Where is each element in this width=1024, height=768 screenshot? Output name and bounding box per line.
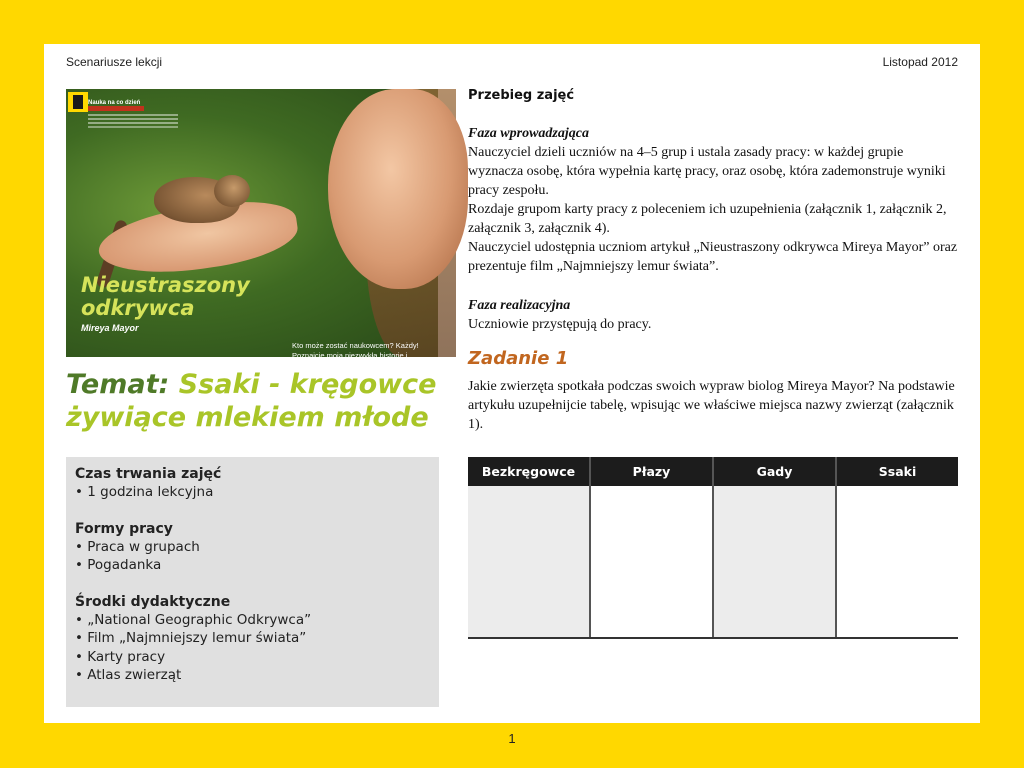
- magazine-author: Mireya Mayor: [81, 323, 139, 333]
- magazine-brand: Nauka na co dzień: [88, 100, 141, 106]
- table-column-invertebrates: [468, 457, 591, 637]
- work-form-item: • Pogadanka: [75, 557, 162, 573]
- page-sheet: [44, 44, 980, 723]
- table-header: Ssaki: [837, 457, 958, 486]
- didactic-means-item: • Karty pracy: [75, 648, 166, 665]
- intro-phase-text: Rozdaje grupom karty pracy z poleceniem ich uzupełnienia (załącznik 1, załącznik 2, załącznik 3, załącznik 4).: [468, 202, 947, 236]
- work-form-item: • Praca w grupach: [75, 538, 200, 555]
- realization-phase-text: Uczniowie przystępują do pracy.: [468, 317, 652, 332]
- task-heading: Zadanie 1: [468, 348, 569, 369]
- realization-phase-heading: Faza realizacyjna: [468, 298, 571, 313]
- topic-text: Ssaki - kręgowce żywiące mlekiem młode: [66, 369, 437, 433]
- table-column-mammals: [837, 457, 958, 637]
- intro-phase-text: Nauczyciel dzieli uczniów na 4–5 grup i ustala zasady pracy: w każdej grupie wyznacza osobę, która wypełnia kartę pracy, oraz osobę, która zademonstruje wyniki pracy zespołu.: [468, 145, 946, 198]
- task-text: Jakie zwierzęta spotkała podczas swoich wypraw biolog Mireya Mayor? Na podstawie artykułu uzupełnijcie tabelę, wpisując we właściwe miejsca nazwy zwierząt (załącznik 1).: [468, 379, 955, 432]
- didactic-means-item: • „National Geographic Odkrywca”: [75, 611, 312, 628]
- work-forms-heading: Formy pracy: [75, 520, 173, 537]
- table-cell[interactable]: [837, 486, 958, 637]
- intro-phase-text: Nauczyciel udostępnia uczniom artykuł „Nieustraszony odkrywca Mireya Mayor” oraz prezentuje film „Najmniejszy lemur świata”.: [468, 240, 958, 274]
- duration-item: • 1 godzina lekcyjna: [75, 484, 214, 500]
- page-number: 1: [508, 731, 516, 746]
- lesson-flow-heading: Przebieg zajęć: [468, 88, 575, 103]
- table-header: Płazy: [591, 457, 712, 486]
- magazine-title: Nieustraszony odkrywca: [81, 273, 250, 320]
- lesson-flow: [468, 88, 960, 434]
- magazine-blurb: Kto może zostać naukowcem? Każdy! Poznajcie moją niezwykłą historię i przekonajcie się sami.: [292, 341, 419, 370]
- lesson-topic: [66, 368, 446, 434]
- duration-heading: Czas trwania zajęć: [75, 466, 222, 482]
- didactic-means-item: • Film „Najmniejszy lemur świata”: [75, 630, 307, 646]
- explorer-face-image: [328, 89, 468, 289]
- lesson-info-box: [66, 457, 439, 707]
- table-cell[interactable]: [591, 486, 712, 637]
- table-header: Bezkręgowce: [468, 457, 589, 486]
- national-geographic-logo: [68, 92, 88, 112]
- table-column-reptiles: [714, 457, 837, 637]
- header-date: Listopad 2012: [882, 55, 958, 69]
- table-column-amphibians: [591, 457, 714, 637]
- header-series: Scenariusze lekcji: [66, 55, 163, 69]
- table-header: Gady: [714, 457, 835, 486]
- topic-label: Temat:: [66, 369, 170, 400]
- animals-table: [468, 457, 958, 639]
- didactic-means-heading: Środki dydaktyczne: [75, 593, 231, 610]
- table-cell[interactable]: [714, 486, 835, 637]
- intro-phase-heading: Faza wprowadzająca: [468, 126, 589, 141]
- didactic-means-item: • Atlas zwierząt: [75, 667, 182, 683]
- table-cell[interactable]: [468, 486, 589, 637]
- magazine-cover-image: [66, 89, 438, 370]
